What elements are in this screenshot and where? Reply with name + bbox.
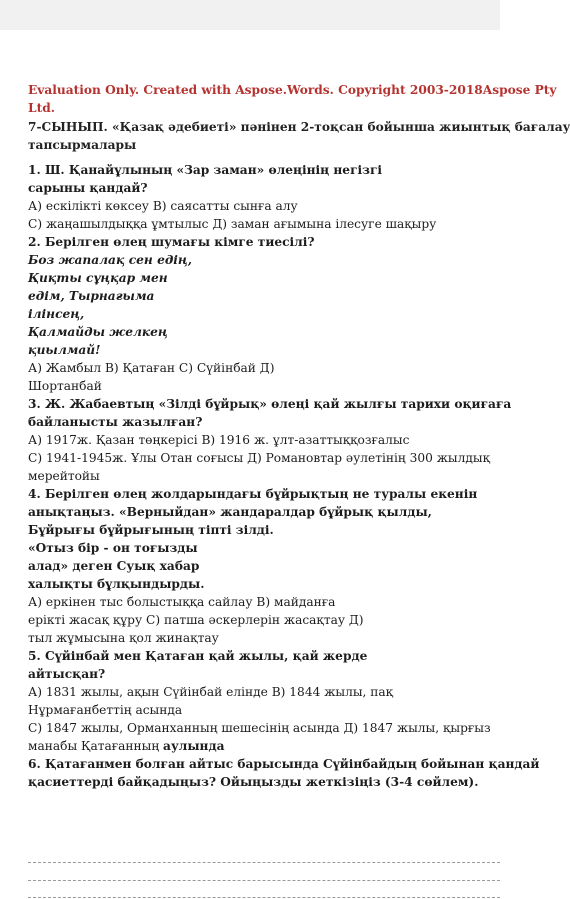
answer-option-line: А) Жамбыл В) Қатаған С) Сүйінбай Д) bbox=[28, 361, 275, 375]
question-line: анықтаңыз. «Верныйдан» жандаралдар бұйрық қылды, bbox=[28, 505, 432, 519]
answer-option-line: С) 1847 жылы, Орманханның шешесінің асында Д) 1847 жылы, қырғыз bbox=[28, 721, 491, 735]
watermark-line: Evaluation Only. Created with Aspose.Words. Copyright 2003-2018Aspose Pty bbox=[28, 83, 557, 97]
poem-line: қиылмай! bbox=[28, 343, 101, 357]
answer-line bbox=[28, 880, 500, 881]
question-line: 3. Ж. Жабаевтың «Зілді бұйрық» өлеңі қай жылғы тарихи оқиғаға bbox=[28, 397, 512, 411]
title-line: 7-СЫНЫП. «Қазақ әдебиеті» пәнінен 2-тоқсан бойынша жиынтық бағалау bbox=[28, 120, 570, 134]
answer-option-line: Шортанбай bbox=[28, 379, 102, 393]
question-line: Бұйрығы бұйрығының тіпті зілді. bbox=[28, 523, 274, 537]
evaluation-watermark bbox=[28, 82, 557, 118]
answer-option-line: манабы Қатағанның аулында bbox=[28, 739, 225, 753]
question-line: 2. Берілген өлең шумағы кімге тиесілі? bbox=[28, 235, 315, 249]
answer-option-line: мерейтойы bbox=[28, 469, 100, 483]
poem-line: Қиқты сұңқар мен bbox=[28, 271, 168, 285]
answer-option-line: ерікті жасақ құру С) патша әскерлерін жасақтау Д) bbox=[28, 613, 364, 627]
answer-option-line: А) ескілікті көксеу В) саясатты сынға алу bbox=[28, 199, 298, 213]
question-line: 4. Берілген өлең жолдарындағы бұйрықтың не туралы екенін bbox=[28, 487, 478, 501]
answer-line bbox=[28, 897, 500, 898]
answer-option-line: А) еркінен тыс болыстыққа сайлау В) майданға bbox=[28, 595, 336, 609]
document-page bbox=[28, 82, 570, 791]
question-line: байланысты жазылған? bbox=[28, 415, 203, 429]
answer-option-line: тыл жұмысына қол жинақтау bbox=[28, 631, 219, 645]
question-line: алад» деген Суық хабар bbox=[28, 559, 200, 573]
question-line: сарыны қандай? bbox=[28, 181, 148, 195]
poem-line: едім, Тырнағыма bbox=[28, 289, 155, 303]
poem-line: Боз жапалақ сен едің, bbox=[28, 253, 192, 267]
watermark-line: Ltd. bbox=[28, 101, 55, 115]
answer-option-line: С) жаңашылдыққа ұмтылыс Д) заман ағымына ілесуге шақыру bbox=[28, 217, 437, 231]
question-line: айтысқан? bbox=[28, 667, 106, 681]
question-line: 1. Ш. Қанайұлының «Зар заман» өлеңінің негізгі bbox=[28, 163, 383, 177]
poem-line: ілінсең, bbox=[28, 307, 85, 321]
answer-option-line: Нұрмағанбеттің асында bbox=[28, 703, 183, 717]
document-body bbox=[28, 161, 540, 791]
answer-option-line: С) 1941-1945ж. Ұлы Отан соғысы Д) Романовтар әулетінің 300 жылдық bbox=[28, 451, 490, 465]
question-line: 5. Сүйінбай мен Қатаған қай жылы, қай жерде bbox=[28, 649, 368, 663]
question-line: халықты бұлқындырды. bbox=[28, 577, 205, 591]
poem-line: Қалмайды желкең bbox=[28, 325, 168, 339]
answer-option-line: А) 1831 жылы, ақын Сүйінбай елінде В) 1844 жылы, пақ bbox=[28, 685, 394, 699]
question-line: 6. Қатағанмен болған айтыс барысында Сүйінбайдың бойынан қандай bbox=[28, 757, 540, 771]
top-bar bbox=[0, 0, 500, 30]
answer-option-line: А) 1917ж. Қазан төңкерісі В) 1916 ж. ұлт-азаттыққозғалыс bbox=[28, 433, 410, 447]
title-line: тапсырмалары bbox=[28, 138, 137, 152]
document-title bbox=[28, 118, 570, 154]
question-line: қасиеттерді байқадыңыз? Ойыңызды жеткізіңіз (3-4 сөйлем). bbox=[28, 775, 479, 789]
question-line: «Отыз бір - он тоғызды bbox=[28, 541, 198, 555]
answer-line bbox=[28, 862, 500, 863]
